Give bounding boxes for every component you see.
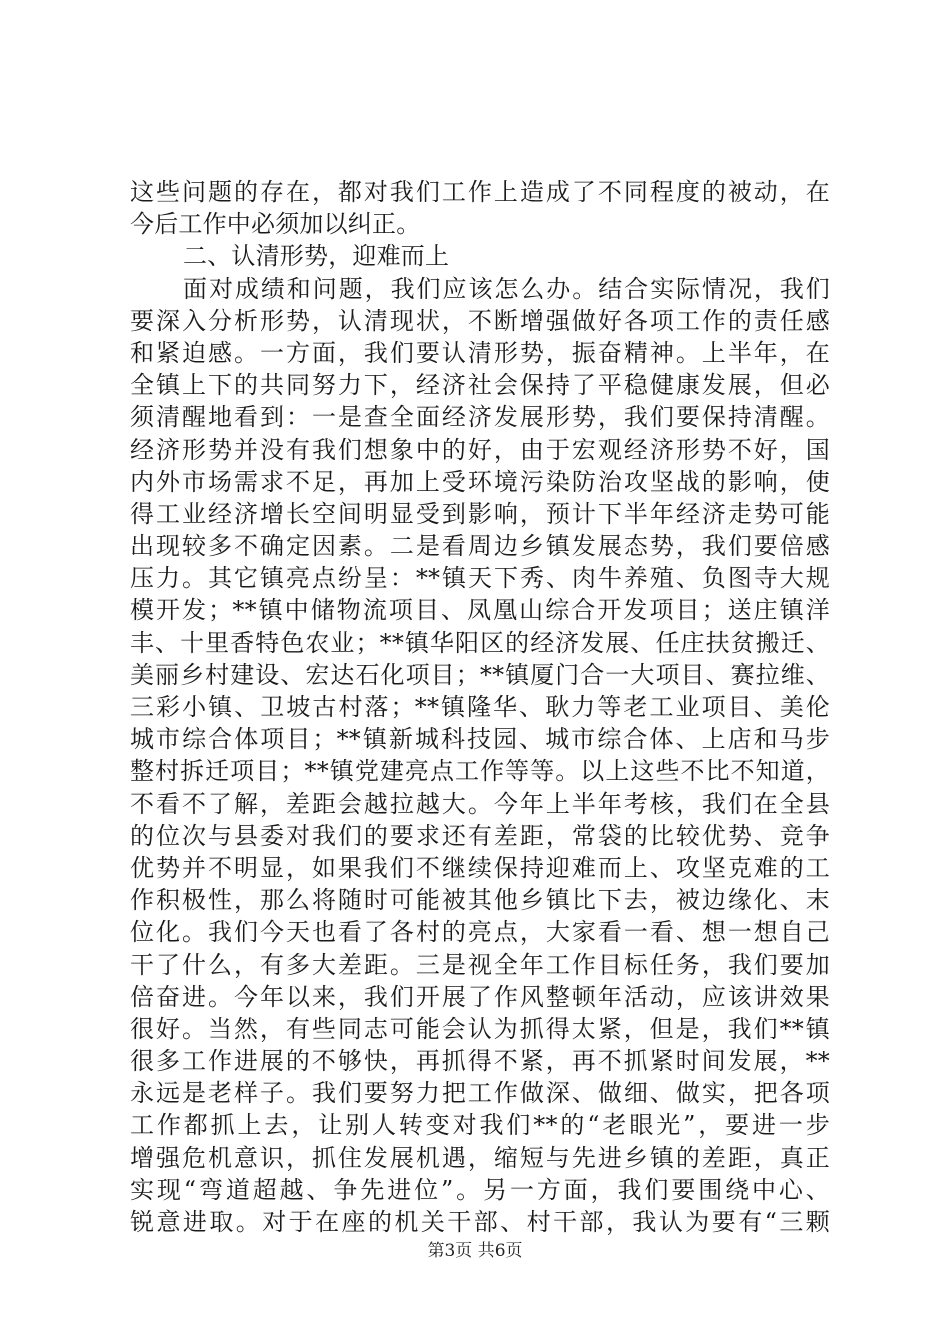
text-line: 经济形势并没有我们想象中的好，由于宏观经济形势不好，国 [130,435,830,464]
document-body [130,176,830,1238]
text-line: 位化。我们今天也看了各村的亮点，大家看一看、想一想自己 [130,918,830,947]
text-line: 今后工作中必须加以纠正。 [130,210,421,239]
text-line: 须清醒地看到：一是查全面经济发展形势，我们要保持清醒。 [130,403,830,432]
text-line: 这些问题的存在，都对我们工作上造成了不同程度的被动，在 [130,178,830,206]
text-line: 模开发；**镇中储物流项目、凤凰山综合开发项目；送庄镇洋 [130,596,830,625]
text-line: 实现“弯道超越、争先进位”。另一方面，我们要围绕中心、 [130,1175,830,1204]
text-line: 增强危机意识，抓住发展机遇，缩短与先进乡镇的差距，真正 [130,1143,830,1172]
text-line: 城市综合体项目；**镇新城科技园、城市综合体、上店和马步 [130,725,830,754]
text-line: 整村拆迁项目；**镇党建亮点工作等等。以上这些不比不知道， [130,757,830,786]
text-line: 出现较多不确定因素。二是看周边乡镇发展态势，我们要倍感 [130,532,830,561]
text-line: 干了什么，有多大差距。三是视全年工作目标任务，我们要加 [130,950,830,979]
text-line: 压力。其它镇亮点纷呈：**镇天下秀、肉牛养殖、负图寺大规 [130,564,830,593]
text-line: 全镇上下的共同努力下，经济社会保持了平稳健康发展，但必 [130,371,830,400]
text-line: 丰、十里香特色农业；**镇华阳区的经济发展、任庄扶贫搬迁、 [130,628,830,657]
text-line: 三彩小镇、卫坡古村落；**镇隆华、耿力等老工业项目、美伦 [130,693,830,721]
page-footer: 第3页 共6页 [427,1241,523,1261]
text-line: 得工业经济增长空间明显受到影响，预计下半年经济走势可能 [130,499,830,528]
text-line: 和紧迫感。一方面，我们要认清形势，振奋精神。上半年，在 [130,338,830,367]
text-line: 的位次与县委对我们的要求还有差距，常袋的比较优势、竞争 [130,821,830,850]
text-line: 二、认清形势，迎难而上 [183,242,450,271]
text-line: 工作都抓上去，让别人转变对我们**的“老眼光”，要进一步 [130,1111,830,1140]
text-line: 永远是老样子。我们要努力把工作做深、做细、做实，把各项 [130,1079,830,1108]
text-line: 内外市场需求不足，再加上受环境污染防治攻坚战的影响，使 [130,467,830,496]
text-line: 面对成绩和问题，我们应该怎么办。结合实际情况，我们 [183,274,830,303]
text-line: 美丽乡村建设、宏达石化项目；**镇厦门合一大项目、赛拉维、 [130,660,830,689]
text-line: 倍奋进。今年以来，我们开展了作风整顿年活动，应该讲效果 [130,982,830,1011]
text-line: 锐意进取。对于在座的机关干部、村干部，我认为要有“三颗 [130,1208,830,1236]
text-line: 很多工作进展的不够快，再抓得不紧，再不抓紧时间发展，** [130,1047,830,1076]
text-line: 要深入分析形势，认清现状，不断增强做好各项工作的责任感 [130,306,830,335]
text-line: 不看不了解，差距会越拉越大。今年上半年考核，我们在全县 [130,789,830,818]
text-line: 优势并不明显，如果我们不继续保持迎难而上、攻坚克难的工 [130,853,830,882]
text-line: 作积极性，那么将随时可能被其他乡镇比下去，被边缘化、末 [130,886,830,915]
text-line: 很好。当然，有些同志可能会认为抓得太紧，但是，我们**镇 [130,1014,830,1043]
